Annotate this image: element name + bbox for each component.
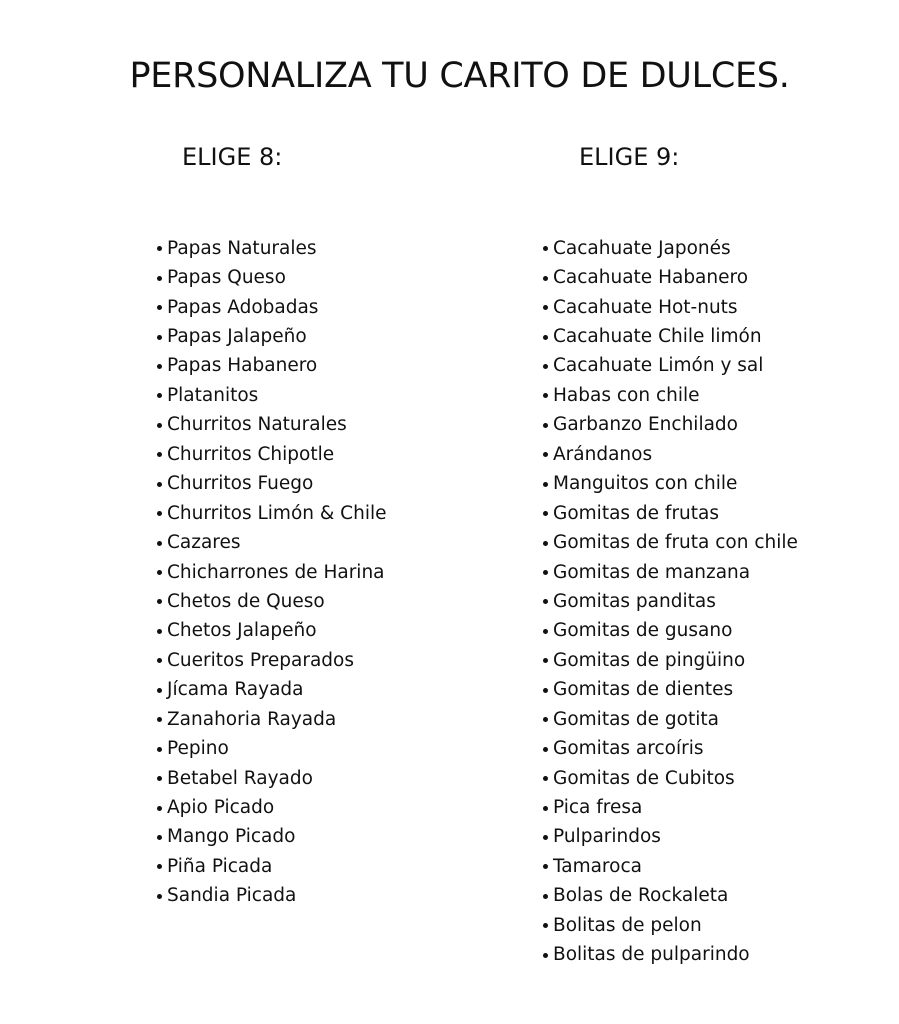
- list-item: [541, 293, 798, 322]
- list-item-label: Cueritos Preparados: [167, 649, 354, 671]
- list-item: [541, 676, 798, 705]
- bullet-icon: [543, 423, 548, 428]
- list-item-label: Bolitas de pulparindo: [553, 944, 750, 966]
- bullet-icon: [543, 658, 548, 663]
- list-item: [155, 352, 387, 381]
- list-item: [155, 440, 387, 469]
- bullet-icon: [543, 305, 548, 310]
- bullet-icon: [543, 923, 548, 928]
- list-item-label: Platanitos: [167, 384, 259, 406]
- list-item: [155, 499, 387, 528]
- bullet-icon: [157, 541, 162, 546]
- bullet-icon: [157, 835, 162, 840]
- bullet-icon: [157, 629, 162, 634]
- bullet-icon: [157, 747, 162, 752]
- bullet-icon: [157, 482, 162, 487]
- list-item: [541, 499, 798, 528]
- list-item: [155, 322, 387, 351]
- list-item: [541, 381, 798, 410]
- list-item: [541, 911, 798, 940]
- list-item-label: Piña Picada: [167, 855, 273, 877]
- list-item-label: Apio Picado: [167, 797, 275, 819]
- bullet-icon: [157, 452, 162, 457]
- bullet-icon: [157, 806, 162, 811]
- list-item-label: Churritos Naturales: [167, 414, 347, 436]
- list-item-label: Papas Naturales: [167, 237, 317, 259]
- bullet-icon: [543, 894, 548, 899]
- list-item-label: Gomitas panditas: [553, 590, 716, 612]
- bullet-icon: [543, 953, 548, 958]
- list-item: [541, 705, 798, 734]
- bullet-icon: [543, 717, 548, 722]
- list-item: [541, 470, 798, 499]
- list-item-label: Papas Habanero: [167, 355, 318, 377]
- list-item: [155, 411, 387, 440]
- bullet-icon: [543, 864, 548, 869]
- list-item-label: Chetos de Queso: [167, 590, 325, 612]
- list-item-label: Mango Picado: [167, 826, 296, 848]
- list-item: [541, 941, 798, 970]
- bullet-icon: [543, 335, 548, 340]
- list-item-label: Churritos Fuego: [167, 473, 314, 495]
- bullet-icon: [543, 364, 548, 369]
- list-item: [155, 263, 387, 292]
- list-item-label: Tamaroca: [553, 855, 642, 877]
- list-item: [155, 852, 387, 881]
- bullet-icon: [157, 276, 162, 281]
- left-snack-list: [155, 234, 387, 911]
- list-item: [541, 234, 798, 263]
- list-item-label: Bolas de Rockaleta: [553, 885, 729, 907]
- list-item: [541, 882, 798, 911]
- list-item: [155, 646, 387, 675]
- bullet-icon: [157, 423, 162, 428]
- bullet-icon: [543, 511, 548, 516]
- list-item-label: Chetos Jalapeño: [167, 620, 317, 642]
- list-item-label: Garbanzo Enchilado: [553, 414, 738, 436]
- list-item-label: Cacahuate Limón y sal: [553, 355, 764, 377]
- bullet-icon: [543, 276, 548, 281]
- list-item: [541, 587, 798, 616]
- list-item-label: Gomitas de frutas: [553, 502, 720, 524]
- bullet-icon: [157, 511, 162, 516]
- list-item: [155, 587, 387, 616]
- list-item-label: Gomitas de fruta con chile: [553, 532, 798, 554]
- bullet-icon: [157, 688, 162, 693]
- right-column-heading: ELIGE 9:: [579, 143, 680, 171]
- list-item-label: Gomitas de manzana: [553, 561, 751, 583]
- list-item: [155, 381, 387, 410]
- list-item: [541, 852, 798, 881]
- list-item: [155, 528, 387, 557]
- bullet-icon: [157, 658, 162, 663]
- list-item-label: Pica fresa: [553, 797, 643, 819]
- list-item: [155, 764, 387, 793]
- list-item-label: Gomitas de Cubitos: [553, 767, 735, 789]
- list-item: [155, 234, 387, 263]
- list-item: [155, 793, 387, 822]
- bullet-icon: [157, 393, 162, 398]
- list-item-label: Gomitas de pingüino: [553, 649, 746, 671]
- list-item: [541, 440, 798, 469]
- list-item-label: Bolitas de pelon: [553, 914, 702, 936]
- list-item-label: Churritos Chipotle: [167, 443, 335, 465]
- list-item: [541, 322, 798, 351]
- list-item-label: Gomitas arcoíris: [553, 738, 704, 760]
- bullet-icon: [543, 599, 548, 604]
- bullet-icon: [157, 305, 162, 310]
- bullet-icon: [543, 482, 548, 487]
- list-item-label: Gomitas de gotita: [553, 708, 719, 730]
- bullet-icon: [543, 629, 548, 634]
- list-item-label: Pulparindos: [553, 826, 661, 848]
- list-item-label: Churritos Limón & Chile: [167, 502, 387, 524]
- list-item: [541, 528, 798, 557]
- bullet-icon: [157, 894, 162, 899]
- bullet-icon: [543, 541, 548, 546]
- list-item-label: Papas Jalapeño: [167, 326, 307, 348]
- bullet-icon: [157, 864, 162, 869]
- page-title: PERSONALIZA TU CARITO DE DULCES.: [129, 56, 790, 96]
- list-item: [541, 734, 798, 763]
- list-item-label: Cacahuate Chile limón: [553, 326, 762, 348]
- list-item-label: Cacahuate Japonés: [553, 237, 731, 259]
- list-item-label: Cacahuate Habanero: [553, 267, 749, 289]
- list-item: [155, 823, 387, 852]
- list-item-label: Papas Adobadas: [167, 296, 319, 318]
- bullet-icon: [543, 688, 548, 693]
- list-item: [155, 734, 387, 763]
- right-snack-list: [541, 234, 798, 970]
- list-item: [541, 352, 798, 381]
- bullet-icon: [543, 747, 548, 752]
- list-item: [541, 617, 798, 646]
- list-item-label: Cacahuate Hot-nuts: [553, 296, 738, 318]
- list-item: [541, 411, 798, 440]
- list-item: [541, 263, 798, 292]
- bullet-icon: [543, 393, 548, 398]
- list-item-label: Pepino: [167, 738, 229, 760]
- list-item: [155, 293, 387, 322]
- list-item: [155, 617, 387, 646]
- bullet-icon: [543, 835, 548, 840]
- list-item-label: Gomitas de dientes: [553, 679, 734, 701]
- list-item: [541, 764, 798, 793]
- bullet-icon: [543, 246, 548, 251]
- list-item-label: Chicharrones de Harina: [167, 561, 385, 583]
- list-item-label: Sandia Picada: [167, 885, 297, 907]
- left-column-heading: ELIGE 8:: [182, 143, 283, 171]
- bullet-icon: [157, 776, 162, 781]
- list-item: [155, 470, 387, 499]
- list-item: [541, 646, 798, 675]
- bullet-icon: [157, 570, 162, 575]
- list-item-label: Jícama Rayada: [167, 679, 304, 701]
- list-item-label: Gomitas de gusano: [553, 620, 733, 642]
- bullet-icon: [157, 717, 162, 722]
- list-item-label: Papas Queso: [167, 267, 286, 289]
- list-item-label: Habas con chile: [553, 384, 700, 406]
- list-item: [155, 882, 387, 911]
- bullet-icon: [543, 452, 548, 457]
- bullet-icon: [157, 364, 162, 369]
- bullet-icon: [157, 335, 162, 340]
- list-item-label: Manguitos con chile: [553, 473, 738, 495]
- list-item-label: Arándanos: [553, 443, 653, 465]
- list-item: [155, 676, 387, 705]
- list-item-label: Betabel Rayado: [167, 767, 313, 789]
- list-item: [541, 558, 798, 587]
- list-item: [541, 823, 798, 852]
- bullet-icon: [543, 570, 548, 575]
- list-item: [155, 558, 387, 587]
- bullet-icon: [157, 246, 162, 251]
- list-item-label: Zanahoria Rayada: [167, 708, 337, 730]
- list-item: [155, 705, 387, 734]
- list-item: [541, 793, 798, 822]
- bullet-icon: [543, 776, 548, 781]
- bullet-icon: [157, 599, 162, 604]
- list-item-label: Cazares: [167, 532, 241, 554]
- bullet-icon: [543, 806, 548, 811]
